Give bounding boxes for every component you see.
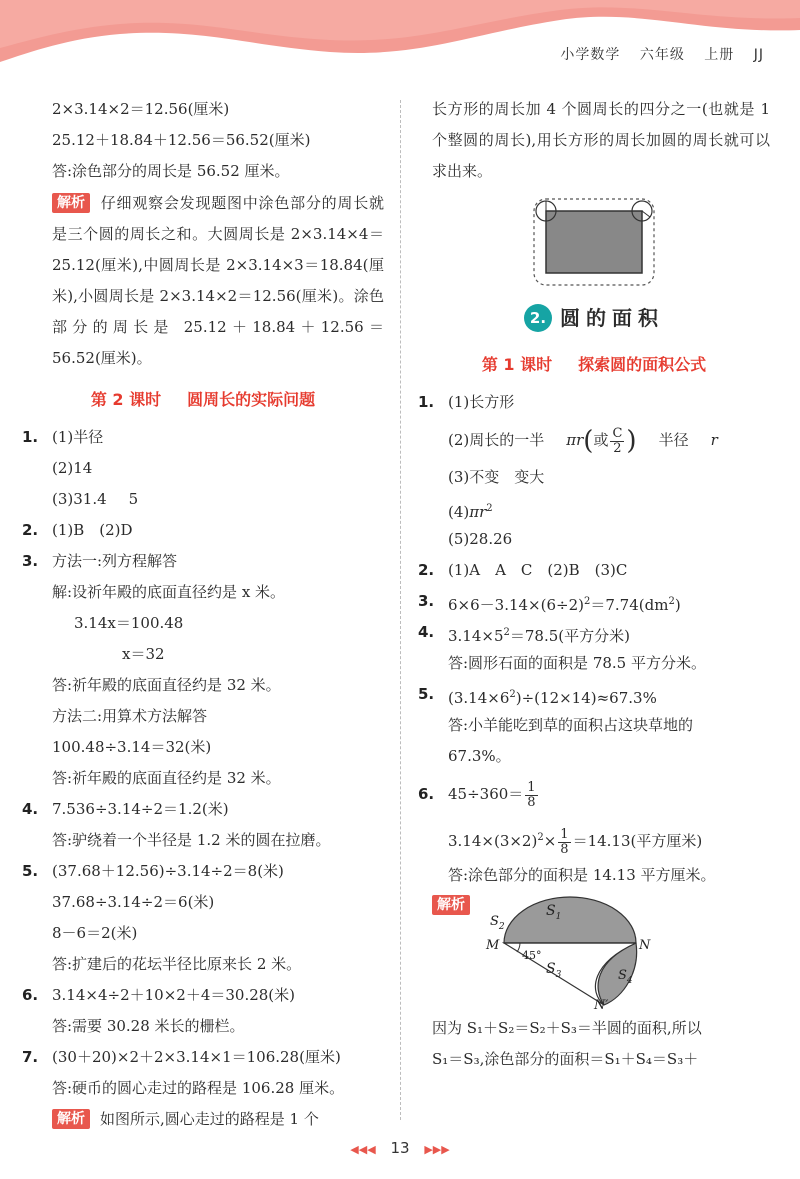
right-column bbox=[418, 94, 770, 1075]
calc-line: 8－6＝2(米) bbox=[52, 924, 138, 942]
question-2 bbox=[418, 555, 770, 586]
answer-line: (3)不变 变大 bbox=[448, 468, 545, 486]
analysis-tag: 解析 bbox=[52, 1109, 90, 1129]
section-lesson: 第 2 课时 bbox=[90, 390, 162, 409]
conclusion-line: S₁＝S₃,涂色部分的面积＝S₁＋S₄＝S₃＋ bbox=[432, 1050, 699, 1068]
question-2 bbox=[22, 515, 384, 546]
question-4 bbox=[418, 617, 770, 679]
semicircle-figure bbox=[484, 891, 654, 1013]
question-3 bbox=[22, 546, 384, 794]
analysis-block bbox=[22, 1104, 384, 1135]
analysis-tag: 解析 bbox=[52, 193, 90, 213]
calc-part: )÷(12×14)≈67.3% bbox=[515, 689, 657, 707]
exponent: 2 bbox=[486, 503, 493, 514]
book-edition: JJ bbox=[753, 47, 764, 63]
answer-part: (4) bbox=[448, 503, 470, 521]
answer-line: (1)B (2)D bbox=[52, 521, 133, 539]
answer-part: (2)周长的一半 bbox=[448, 431, 545, 449]
question-number: 6. bbox=[22, 986, 39, 1004]
answer-line: 答:小羊能吃到草的面积占这块草地的 bbox=[448, 716, 694, 734]
page-footer bbox=[0, 1139, 800, 1157]
method-line: 方法二:用算术方法解答 bbox=[52, 707, 208, 725]
answer-line: 答:扩建后的花坛半径比原来长 2 米。 bbox=[52, 955, 302, 973]
analysis-block bbox=[22, 188, 384, 374]
answer-line: 答:需要 30.28 米长的栅栏。 bbox=[52, 1017, 245, 1035]
answer-part: 5 bbox=[128, 490, 139, 508]
formula-r: r bbox=[710, 431, 718, 449]
answer-line bbox=[418, 493, 770, 524]
chapter-title bbox=[418, 293, 770, 343]
section-title bbox=[418, 343, 770, 387]
label-s1: $S_1$ bbox=[546, 903, 562, 922]
equation-line: 3.14x＝100.48 bbox=[74, 614, 184, 632]
question-4 bbox=[22, 794, 384, 856]
answer-line: 答:驴绕着一个半径是 1.2 米的圆在拉磨。 bbox=[52, 831, 331, 849]
book-grade: 六年级 bbox=[639, 47, 685, 63]
calc-part: 6×6－3.14×(6÷2) bbox=[448, 596, 584, 614]
section-lesson: 第 1 课时 bbox=[481, 355, 553, 374]
question-3 bbox=[418, 586, 770, 617]
page-number: 13 bbox=[390, 1139, 410, 1157]
label-angle: 45° bbox=[522, 949, 542, 962]
question-number: 1. bbox=[418, 393, 435, 411]
left-arrows-icon: ◀◀◀ bbox=[350, 1143, 376, 1156]
calc-part: 45÷360＝ bbox=[448, 785, 524, 803]
solution-line: 解:设祈年殿的底面直径约是 x 米。 bbox=[52, 583, 286, 601]
answer-line: 答:涂色部分的面积是 14.13 平方厘米。 bbox=[448, 866, 716, 884]
answer-line: 答:硬币的圆心走过的路程是 106.28 厘米。 bbox=[52, 1079, 345, 1097]
fraction-denominator: 8 bbox=[560, 841, 569, 857]
question-number: 1. bbox=[22, 428, 39, 446]
section-title bbox=[22, 378, 384, 422]
answer-line: 67.3%。 bbox=[448, 747, 511, 765]
calc-line: 37.68÷3.14÷2＝6(米) bbox=[52, 893, 215, 911]
answer-line: (1)A A C (2)B (3)C bbox=[448, 561, 628, 579]
rectangle-circles-figure bbox=[524, 193, 664, 289]
column-divider bbox=[400, 100, 401, 1120]
exponent: 2 bbox=[509, 689, 516, 700]
label-s3: $S_3$ bbox=[546, 961, 562, 980]
fraction-numerator: 1 bbox=[527, 779, 536, 795]
chapter-number: 2. bbox=[524, 304, 552, 332]
question-number: 6. bbox=[418, 785, 435, 803]
question-6 bbox=[22, 980, 384, 1042]
label-s4: $S_4$ bbox=[618, 968, 633, 986]
question-5 bbox=[22, 856, 384, 980]
answer-line: (1)长方形 bbox=[448, 393, 515, 411]
question-number: 4. bbox=[418, 623, 435, 641]
fraction-one-eighth bbox=[525, 781, 537, 810]
question-number: 5. bbox=[22, 862, 39, 880]
answer-line: (2)14 bbox=[52, 459, 93, 477]
answer-line: (2)周长的一半 πr(或 $\frac{C}{2}$ ) 半径 r bbox=[448, 425, 718, 456]
question-number: 3. bbox=[22, 552, 39, 570]
fraction-one-eighth bbox=[558, 828, 570, 857]
fraction-c-over-2 bbox=[610, 427, 624, 456]
question-number: 2. bbox=[22, 521, 39, 539]
calc-part: ＝78.5(平方分米) bbox=[509, 627, 630, 645]
calc-line: 7.536÷3.14÷2＝1.2(米) bbox=[52, 800, 229, 818]
calc-part: ) bbox=[674, 596, 681, 614]
formula-pi-r: πr bbox=[566, 431, 584, 449]
question-6 bbox=[418, 772, 770, 891]
section-name: 圆周长的实际问题 bbox=[187, 390, 316, 409]
analysis-continued: 长方形的周长加 4 个圆周长的四分之一(也就是 1 个整圆的周长),用长方形的周长加圆的周长就可以求出来。 bbox=[432, 100, 770, 180]
answer-part: 或 bbox=[593, 431, 609, 449]
analysis-tag: 解析 bbox=[432, 895, 470, 915]
fraction-denominator: 8 bbox=[527, 794, 536, 810]
answer-line: (1)半径 bbox=[52, 428, 104, 446]
analysis-figure-block bbox=[418, 891, 770, 1013]
calc-part: ＝14.13(平方厘米) bbox=[572, 832, 703, 850]
question-number: 7. bbox=[22, 1048, 39, 1066]
calc-part: 3.14×(3×2) bbox=[448, 832, 538, 850]
calc-line: 25.12＋18.84＋12.56＝56.52(厘米) bbox=[52, 131, 311, 149]
calc-part: (3.14×6 bbox=[448, 689, 510, 707]
exponent: 2 bbox=[537, 832, 544, 843]
answer-line: 答:祈年殿的底面直径约是 32 米。 bbox=[52, 676, 281, 694]
method-line: 方法一:列方程解答 bbox=[52, 552, 178, 570]
calc-line: 2×3.14×2＝12.56(厘米) bbox=[52, 100, 230, 118]
question-number: 5. bbox=[418, 685, 435, 703]
chapter-name: 圆的面积 bbox=[560, 306, 664, 330]
calc-line: (37.68＋12.56)÷3.14÷2＝8(米) bbox=[52, 862, 284, 880]
fraction-denominator: 2 bbox=[613, 440, 622, 456]
label-m: M bbox=[486, 938, 500, 953]
calc-part: × bbox=[543, 832, 557, 850]
fraction-numerator: C bbox=[612, 425, 623, 441]
book-subject: 小学数学 bbox=[560, 47, 621, 63]
question-5 bbox=[418, 679, 770, 772]
answer-line: 答:祈年殿的底面直径约是 32 米。 bbox=[52, 769, 281, 787]
fraction-numerator: 1 bbox=[560, 826, 569, 842]
exponent: 2 bbox=[503, 627, 510, 638]
answer-line: 答:圆形石面的面积是 78.5 平方分米。 bbox=[448, 654, 706, 672]
exponent: 2 bbox=[668, 596, 675, 607]
calc-part: 3.14×5 bbox=[448, 627, 504, 645]
answer-part: (3)31.4 bbox=[52, 490, 107, 508]
answer-line: 答:涂色部分的周长是 56.52 厘米。 bbox=[52, 162, 290, 180]
book-info bbox=[546, 44, 764, 64]
calc-line: 100.48÷3.14＝32(米) bbox=[52, 738, 212, 756]
answer-part: 半径 bbox=[658, 431, 689, 449]
section-name: 探索圆的面积公式 bbox=[578, 355, 707, 374]
equation-line: x＝32 bbox=[122, 645, 165, 663]
label-n: N bbox=[639, 938, 651, 953]
question-number: 3. bbox=[418, 592, 435, 610]
label-n-prime: N′ bbox=[594, 998, 609, 1013]
left-column bbox=[22, 94, 384, 1135]
formula-pi-r: πr bbox=[469, 503, 487, 521]
analysis-text: 如图所示,圆心走过的路程是 1 个 bbox=[100, 1110, 319, 1128]
calc-line: 3.14×4÷2＋10×2＋4＝30.28(米) bbox=[52, 986, 296, 1004]
exponent: 2 bbox=[583, 596, 591, 607]
conclusion-line: 因为 S₁＋S₂＝S₂＋S₃＝半圆的面积,所以 bbox=[432, 1019, 702, 1037]
book-volume: 上册 bbox=[704, 47, 735, 63]
label-s2: $S_2$ bbox=[490, 914, 505, 932]
question-number: 4. bbox=[22, 800, 39, 818]
question-number: 2. bbox=[418, 561, 435, 579]
question-1 bbox=[418, 387, 770, 555]
question-7 bbox=[22, 1042, 384, 1135]
header-banner bbox=[0, 0, 800, 80]
right-arrows-icon: ▶▶▶ bbox=[424, 1143, 450, 1156]
calc-part: ＝7.74(dm bbox=[590, 596, 669, 614]
calc-line: (30＋20)×2＋2×3.14×1＝106.28(厘米) bbox=[52, 1048, 341, 1066]
question-1 bbox=[22, 422, 384, 515]
answer-line: (5)28.26 bbox=[448, 530, 513, 548]
calc-line bbox=[418, 816, 770, 860]
answer-line bbox=[22, 484, 384, 515]
analysis-text: 仔细观察会发现题图中涂色部分的周长就是三个圆的周长之和。大圆周长是 2×3.14×4＝25.12(厘米),中圆周长是 2×3.14×3＝18.84(厘米),小圆周长是 2×3.14×2＝12.56(厘米)。涂色部分的周长是 25.12＋18.84＋12.56＝56.52(厘米)。 bbox=[52, 194, 384, 367]
